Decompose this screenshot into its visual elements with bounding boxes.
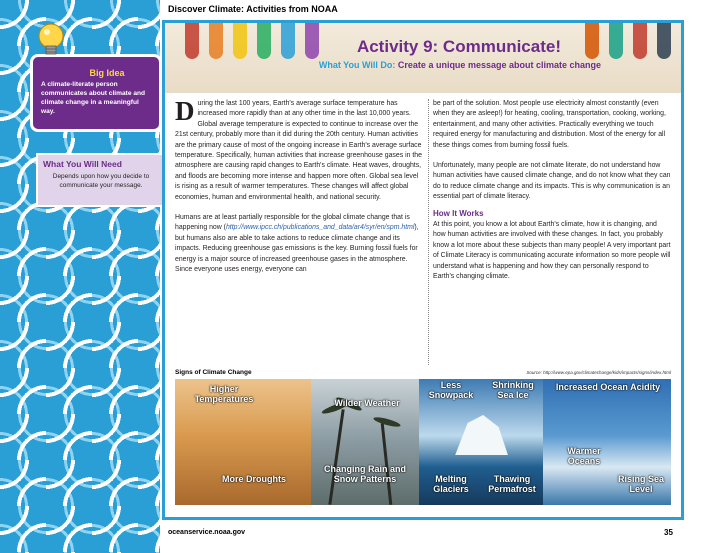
label-more-droughts: More Droughts [222,474,286,484]
need-text: Depends upon how you decide to communicate your message. [52,173,150,189]
crayon-decoration [633,23,647,59]
signs-label: Signs of Climate Change [175,369,252,376]
label-higher-temperatures: Higher Temperatures [194,384,254,404]
subtitle-text: Create a unique message about climate change [397,60,601,70]
paragraph-text: uring the last 100 years, Earth's average surface temperature has increased more rapidly than at any other time in the last 10,000 years. Global average temperature is expected to continue to increase over the 21st century, probably more than it did during the 20th century. Human activities are the primary cause of most of the ongoing increase in Earth's average surface temperature. Specifically, human activities that increase greenhouse gases in the atmosphere are causing rapid changes to Earth's climate. Heat waves, droughts, and floods are becoming more intense and happen more often. Global sea level is rising as a result of warmer temperatures. These changes will affect global economies, human and environmental health, and national security. [175,100,422,201]
photo-storm [311,379,419,505]
signs-source: Source: http://www.epa.gov/climatechange/kids/impacts/signs/index.html [526,370,671,375]
crayon-decoration [657,23,671,59]
left-column [175,96,423,286]
palm-frond [373,415,402,428]
lightbulb-icon [36,22,66,60]
column-divider [428,99,429,365]
activity-panel [162,20,684,520]
crayon-decoration [281,23,295,59]
label-rising-sea-level: Rising Sea Level [617,474,664,494]
activity-banner [165,23,681,93]
label-warmer-oceans: Warmer Oceans [567,446,601,466]
crayon-decoration [185,23,199,59]
activity-subtitle [319,60,601,70]
crayon-decoration [257,23,271,59]
photo-drought [175,379,311,505]
subtitle-lead: What You Will Do: [318,60,396,70]
activity-title: Activity 9: Communicate! [356,37,561,56]
label-shrinking-sea-ice: Shrinking Sea Ice [492,380,534,400]
crayon-decoration [609,23,623,59]
paragraph [175,96,423,203]
paragraph: Unfortunately, many people are not climate literate, do not understand how human activities have caused climate change, and do not know what they can do to reduce climate change and its impacts. This is why communication is an essential part of climate literacy. [433,162,671,201]
signs-header [175,369,671,379]
big-idea-box [30,54,162,132]
photo-glacier [419,379,543,505]
paragraph-text: ), but humans also are able to take actions to reduce climate change and its impacts. Reducing greenhouse gas emissions is the key. Burning fossil fuels for energy is a major source of increased greenhouse gases in the atmosphere. Since everyone uses energy, everyone can [175,224,419,274]
label-wilder-weather: Wilder Weather [334,398,400,408]
what-you-will-need-box [36,153,166,207]
need-title: What You Will Need [43,159,122,169]
footer-url: oceanservice.noaa.gov [168,529,246,536]
label-thawing-permafrost: Thawing Permafrost [488,474,536,494]
paragraph: At this point, you know a lot about Earth's climate, how it is changing, and how human activities are involved with these changes. In fact, you probably know a lot more about these subjects than many people! A very important part of Climate Literacy is communicating accurate information so more people will understand what is happening and how they can personally respond to Earth's changing climate. [433,221,671,281]
ipcc-link[interactable]: http://www.ipcc.ch/publications_and_data/ar4/syr/en/spm.html [225,224,415,232]
right-column [433,99,671,293]
page-number: 35 [664,528,673,537]
how-it-works-heading: How It Works [433,208,484,218]
crayon-decoration [209,23,223,59]
paragraph [175,213,423,275]
iceberg [449,415,511,455]
signs-of-climate-change-figure [175,369,671,505]
label-changing-rain: Changing Rain and Snow Patterns [324,464,406,484]
label-increased-ocean-acidity: Increased Ocean Acidity [555,382,661,392]
crayon-decoration [233,23,247,59]
paragraph: be part of the solution. Most people use electricity almost constantly (even when they are asleep!) for heating, cooling, transportation, cooking, working, entertainment, and many other activities. Practically everything we touch required energy for manufacturing and distribution. Most of the energy for all these things comes from burning fossil fuels. [433,100,666,149]
label-less-snowpack: Less Snowpack [428,380,474,400]
photo-ocean [543,379,671,505]
crayon-decoration [585,23,599,59]
crayon-decoration [305,23,319,59]
palm-tree [328,409,344,504]
drop-cap: D [175,96,195,126]
page-header: Discover Climate: Activities from NOAA [168,4,338,14]
big-idea-title: Big Idea [89,68,125,78]
label-melting-glaciers: Melting Glaciers [433,474,469,494]
paragraph-text: Humans are at least partially responsible for the global climate change that is happening now ( [175,214,410,232]
big-idea-text: A climate-literate person communicates about climate and climate change in a meaningful way. [41,81,146,115]
